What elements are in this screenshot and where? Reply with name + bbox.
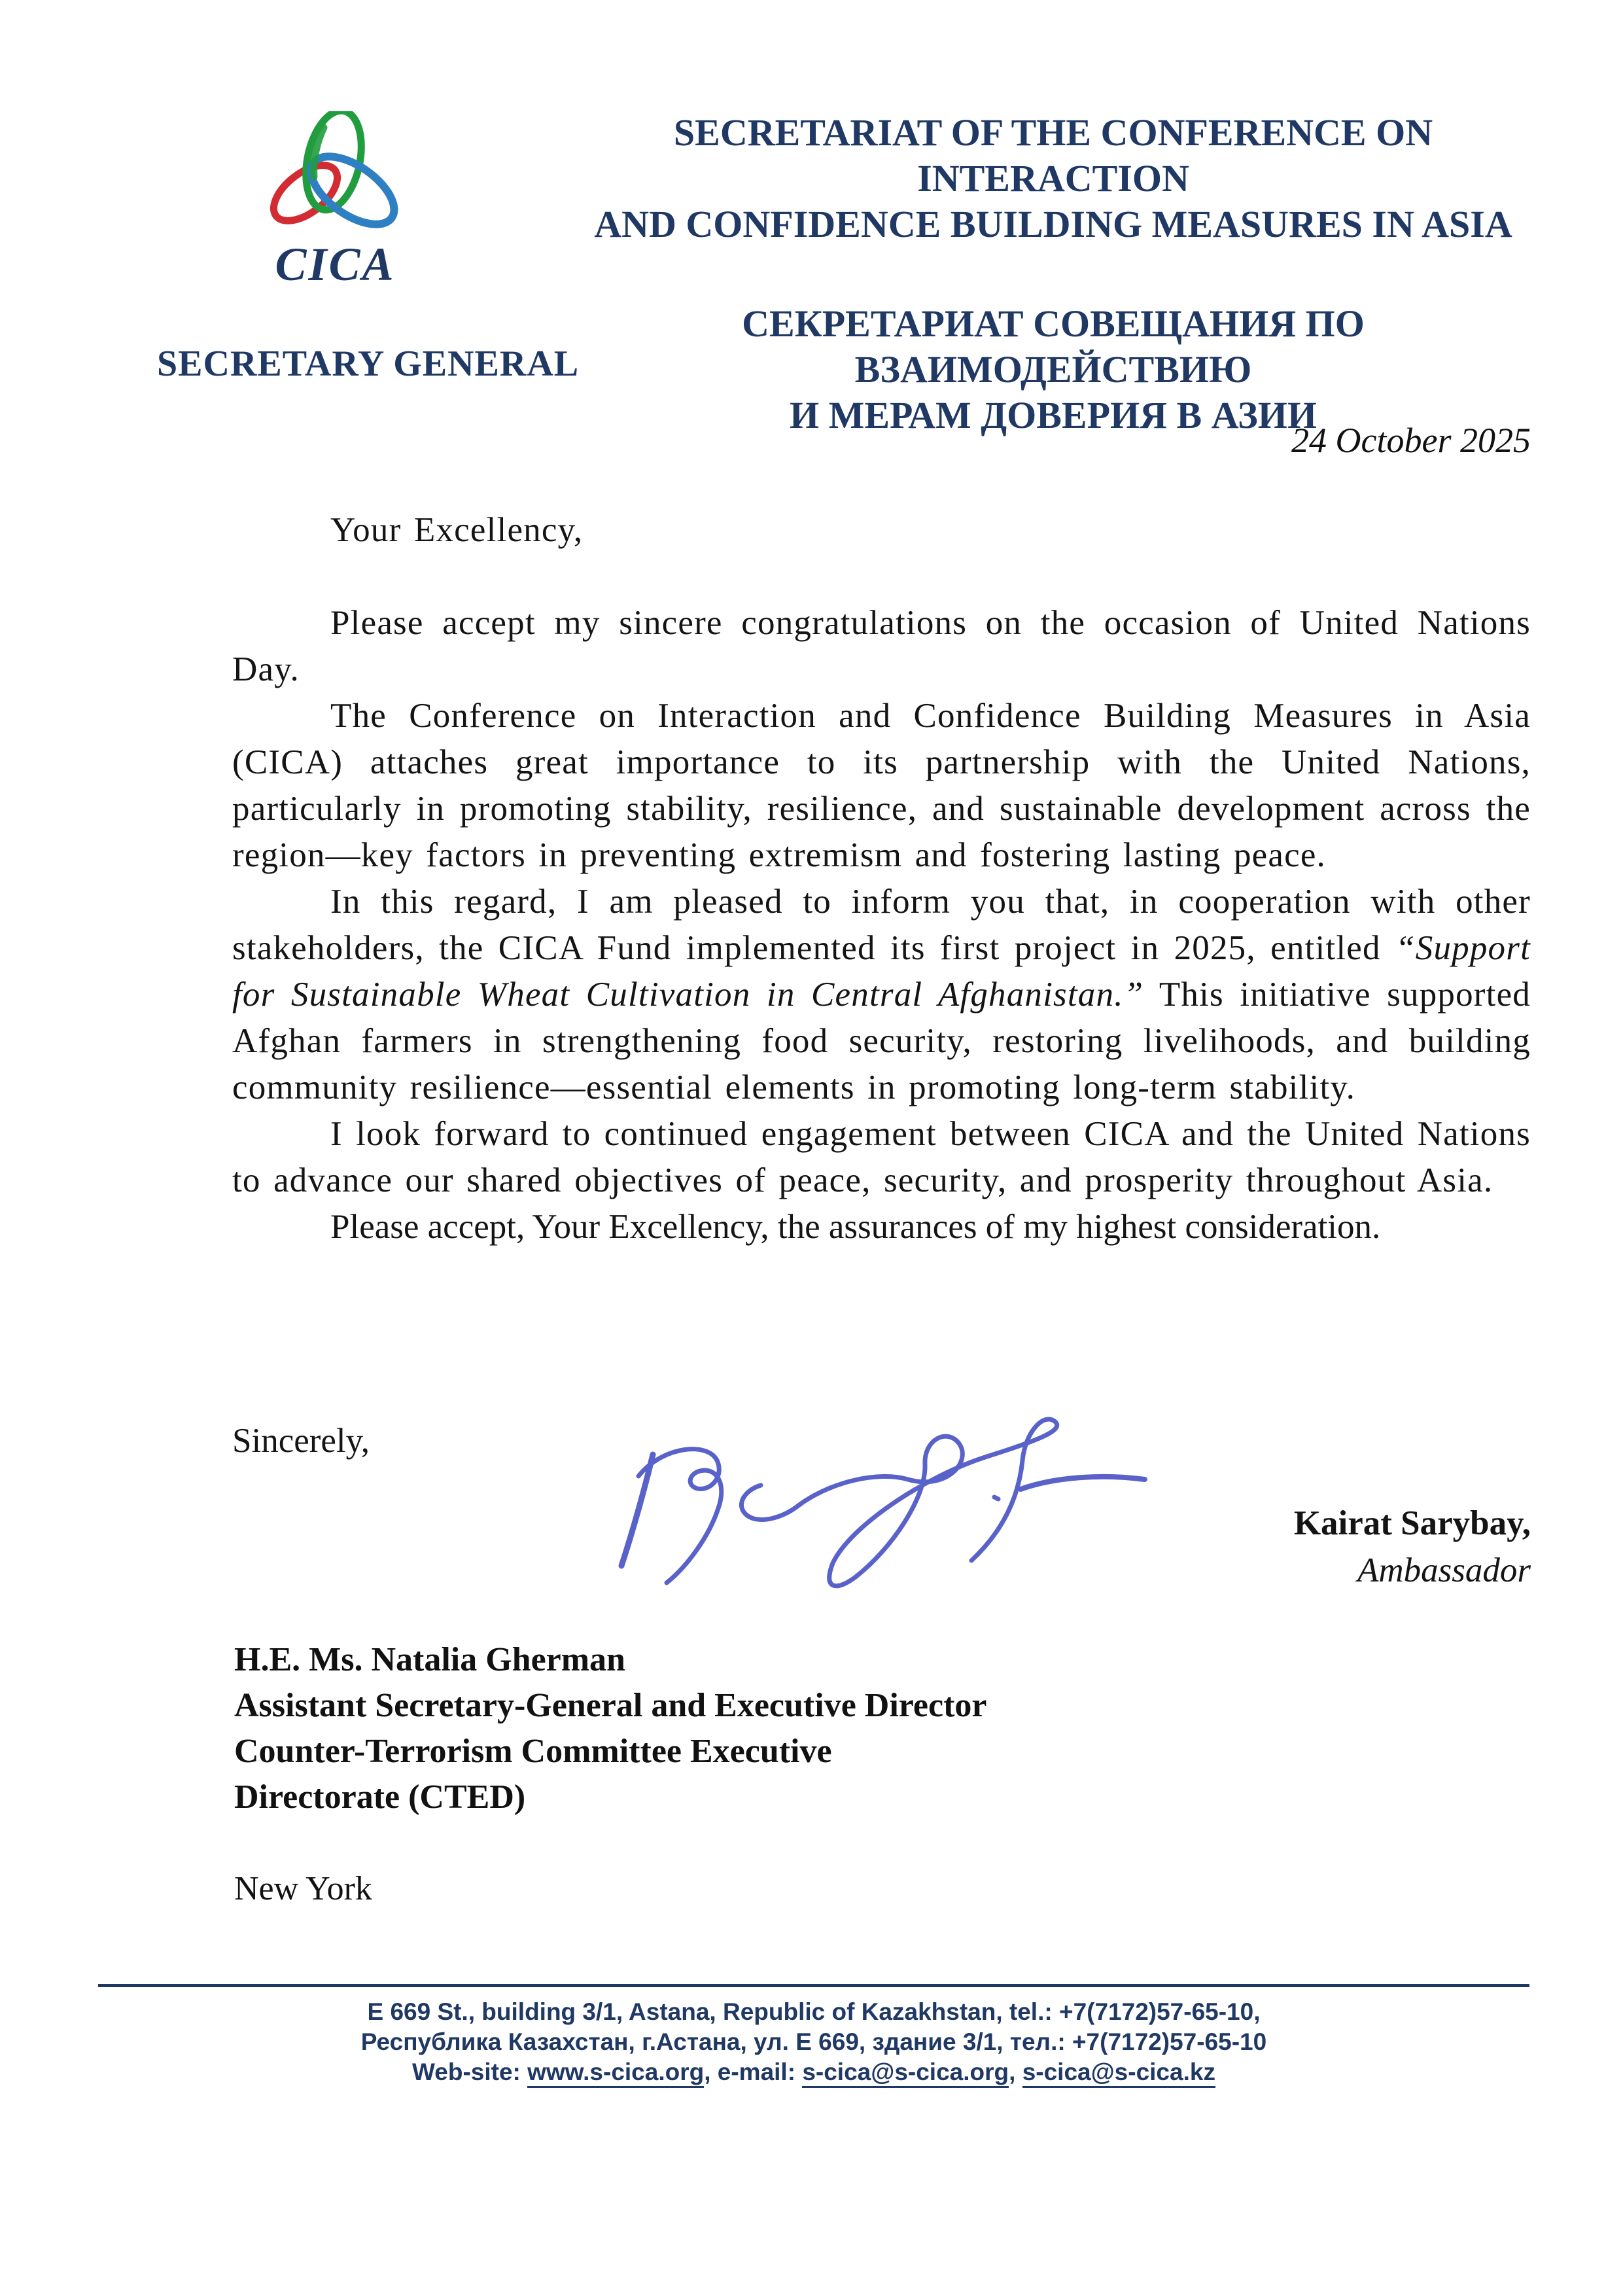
addressee-city: New York (234, 1870, 372, 1907)
footer-contacts (98, 2057, 1529, 2087)
footer-address-ru: Республика Казахстан, г.Астана, ул. Е 669, здание 3/1, тел.: +7(7172)57-65-10 (360, 2028, 1267, 2055)
title-en-line2: AND CONFIDENCE BUILDING MEASURES IN ASIA (594, 203, 1512, 245)
logo-wordmark: CICA (275, 238, 396, 291)
paragraph-3 (232, 879, 1531, 1111)
paragraph-5: Please accept, Your Excellency, the assurances of my highest consideration. (330, 1208, 1381, 1246)
letterhead-titles (569, 110, 1537, 438)
footer (98, 1997, 1529, 2087)
email-separator: , (1009, 2058, 1022, 2085)
signer-name: Kairat Sarybay, (1293, 1504, 1531, 1542)
email-link-org[interactable]: s-cica@s-cica.org (802, 2058, 1009, 2088)
paragraph-4: I look forward to continued engagement between CICA and the United Nations to advance our shared objectives of peace, security, and prosperity throughout Asia. (232, 1115, 1531, 1199)
addressee-title-1: Assistant Secretary-General and Executive Director (234, 1687, 987, 1724)
title-en-line1: SECRETARIAT OF THE CONFERENCE ON INTERACTION (673, 111, 1433, 200)
title-english (569, 110, 1537, 247)
title-ru-line1: СЕКРЕТАРИАТ СОВЕЩАНИЯ ПО ВЗАИМОДЕЙСТВИЮ (742, 302, 1365, 391)
addressee-title-3: Directorate (CTED) (234, 1778, 526, 1816)
project-title: “Support for Sustainable Wheat Cultivation in Central Afghanistan.” (232, 929, 1531, 1014)
website-link[interactable]: www.s-cica.org (527, 2058, 704, 2088)
email-link-kz[interactable]: s-cica@s-cica.kz (1022, 2058, 1215, 2088)
office-title: SECRETARY GENERAL (157, 344, 580, 384)
cica-logo-icon (268, 111, 402, 232)
signoff-block (942, 1500, 1531, 1594)
website-label: Web-site: (412, 2058, 528, 2085)
logo-block (265, 111, 406, 292)
addressee-block (234, 1637, 986, 1912)
email-label: , e-mail: (704, 2058, 803, 2085)
title-russian (569, 301, 1537, 438)
footer-address-en: E 669 St., building 3/1, Astana, Republic of Kazakhstan, tel.: +7(7172)57-65-10, (367, 1998, 1261, 2025)
paragraph-2: The Conference on Interaction and Confidence Building Measures in Asia (CICA) attaches great importance to its partnership with the United Nations, particularly in promoting stability, resilience, and sustainable development across the region—key factors in preventing extremism and fostering lasting peace. (232, 697, 1531, 874)
letter-date: 24 October 2025 (1291, 421, 1531, 460)
paragraph-1: Please accept my sincere congratulations on the occasion of United Nations Day. (232, 604, 1531, 688)
addressee-name: H.E. Ms. Natalia Gherman (234, 1641, 625, 1678)
title-ru-line2: И МЕРАМ ДОВЕРИЯ В АЗИИ (790, 394, 1317, 436)
signer-title: Ambassador (1357, 1551, 1531, 1589)
paragraph-3-text: In this regard, I am pleased to inform you that, in cooperation with other stakeholders, the CICA Fund implemented its first project in 2025, entitled (232, 883, 1531, 967)
salutation: Your Excellency, (330, 511, 584, 549)
closing: Sincerely, (232, 1422, 370, 1460)
addressee-title-2: Counter-Terrorism Committee Executive (234, 1733, 832, 1770)
footer-divider (98, 1984, 1529, 1987)
letter-body (232, 507, 1531, 1250)
paragraph-3-text-after: This initiative supported Afghan farmers in strengthening food security, restoring livelihoods, and building community resilience—essential elements in promoting long-term stability. (232, 976, 1531, 1106)
